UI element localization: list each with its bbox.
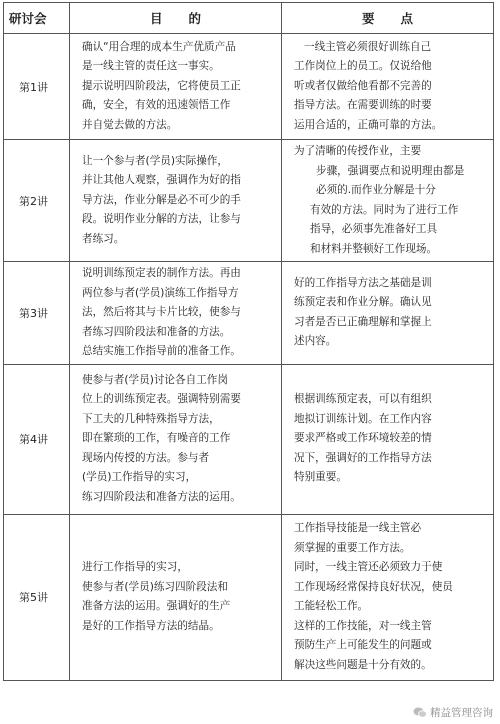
purpose-line: 法，然后将其与卡片比较，使参与 (82, 306, 241, 318)
purpose-cell (70, 34, 282, 140)
purpose-line: 是一线主管的责任这一事实。 (82, 60, 220, 73)
purpose-line: (学员)工作指导的实习， (82, 471, 197, 484)
purpose-cell (70, 262, 282, 365)
points-line: 为了清晰的传授作业，主要 (294, 145, 422, 157)
points-line: 同时，一线主管还必须致力于使 (294, 561, 443, 573)
purpose-line: 段。说明作业分解的方法，让参与 (82, 213, 241, 226)
points-line: 好的工作指导方法之基础是训 (294, 276, 432, 289)
purpose-line: 下工夫的几种特殊指导方法， (82, 412, 220, 425)
purpose-line: 并让其他人观察，强调作为好的指 (82, 174, 241, 187)
table-row (4, 364, 494, 514)
points-line: 工作岗位上的员工。仅说给他 (294, 60, 432, 73)
points-line: 必须的.而作业分解是十分 (316, 184, 436, 196)
points-line: 预防生产上可能发生的问题或 (294, 639, 432, 651)
purpose-line: 两位参与者(学员)演练工作指导方 (82, 286, 239, 299)
points-line: 根据训练预定表，可以有组织 (294, 393, 432, 406)
purpose-cell (70, 140, 282, 262)
points-line: 和材料并整顿好工作现场。 (310, 242, 438, 255)
header-points: 要点 (282, 3, 494, 34)
points-cell (282, 514, 494, 680)
purpose-line: 是好的工作指导方法的结晶。 (82, 619, 220, 632)
purpose-line: 者练习四阶段法和准备的方法。 (82, 325, 231, 338)
table-header-row (4, 3, 494, 34)
points-line: 有效的方法。同时为了进行工作 (310, 203, 459, 216)
table-row (4, 140, 494, 262)
purpose-line: 使参与者(学员)练习四阶段法和 (82, 580, 228, 593)
purpose-line: 说明训练预定表的制作方法。再由 (82, 267, 241, 279)
points-line: 述内容。 (294, 335, 337, 348)
points-line: 须掌握的重要工作方法。 (294, 541, 411, 554)
points-line: 习者是否已正确理解和掌握上 (294, 315, 432, 328)
header-session: 研讨会 (4, 3, 70, 34)
session-label: 第5讲 (4, 514, 70, 680)
session-label: 第3讲 (4, 262, 70, 365)
points-line: 况下，强调好的工作指导方法 (294, 451, 432, 464)
points-line: 一线主管必须很好训练自己 (304, 40, 432, 53)
purpose-line: 提示说明四阶段法，它将使员工正 (82, 79, 241, 92)
purpose-line: 确认“用合理的成本生产优质产品 (82, 40, 236, 53)
points-cell (282, 34, 494, 140)
purpose-cell (70, 364, 282, 514)
points-line: 工能轻松工作。 (294, 600, 369, 612)
purpose-line: 并自觉去做的方法。 (82, 118, 178, 131)
purpose-line: 总结实施工作指导前的准备工作。 (82, 345, 241, 357)
purpose-cell (70, 514, 282, 680)
purpose-line: 准备方法的运用。强调好的生产 (82, 600, 231, 612)
purpose-line: 确，安全，有效的迅速领悟工作 (82, 99, 231, 112)
purpose-line: 导方法，作业分解是必不可少的手 (82, 193, 241, 206)
points-line: 这样的工作技能，对一线主管 (294, 619, 432, 632)
session-label: 第4讲 (4, 364, 70, 514)
table-row (4, 34, 494, 140)
purpose-line: 位上的训练预定表。强调特别需要 (82, 393, 241, 406)
points-line: 工作指导技能是一线主管必 (294, 522, 422, 534)
table-row (4, 262, 494, 365)
purpose-line: 现场内传授的方法。参与者 (82, 451, 210, 464)
purpose-line: 进行工作指导的实习， (82, 561, 188, 573)
points-line: 指导方法。在需要训练的时要 (294, 99, 432, 112)
points-line: 特别重要。 (294, 471, 347, 484)
points-line: 工作现场经常保持良好状况，使员 (294, 580, 453, 593)
points-line: 地拟订训练计划。在工作内容 (294, 412, 432, 425)
wechat-icon (413, 707, 427, 718)
watermark (413, 705, 493, 720)
table-row (4, 514, 494, 680)
watermark-text: 精益管理咨询 (430, 707, 493, 719)
points-line: 运用合适的，正确可靠的方法。 (294, 118, 443, 131)
points-cell (282, 364, 494, 514)
header-purpose: 目的 (70, 3, 282, 34)
points-line: 听或者仅做给他看都不完善的 (294, 79, 432, 92)
points-line: 指导，必须事先准备好工具 (310, 223, 438, 235)
session-label: 第2讲 (4, 140, 70, 262)
purpose-line: 使参与者(学员)讨论各自工作岗 (82, 373, 228, 386)
purpose-line: 练习四阶段法和准备方法的运用。 (82, 490, 241, 503)
purpose-line: 即在繁琐的工作，有噪音的工作 (82, 432, 231, 445)
points-line: 解决这些问题是十分有效的。 (294, 658, 432, 671)
points-line: 步骤，强调要点和说明理由都是 (316, 164, 465, 177)
purpose-line: 让一个参与者(学员)实际操作， (82, 154, 228, 167)
training-sessions-table (3, 2, 494, 681)
points-cell (282, 140, 494, 262)
points-line: 要求严格或工作环境较差的情 (294, 432, 432, 445)
session-label: 第1讲 (4, 34, 70, 140)
points-cell (282, 262, 494, 365)
points-line: 练预定表和作业分解。确认见 (294, 296, 432, 309)
purpose-line: 者练习。 (82, 232, 125, 245)
